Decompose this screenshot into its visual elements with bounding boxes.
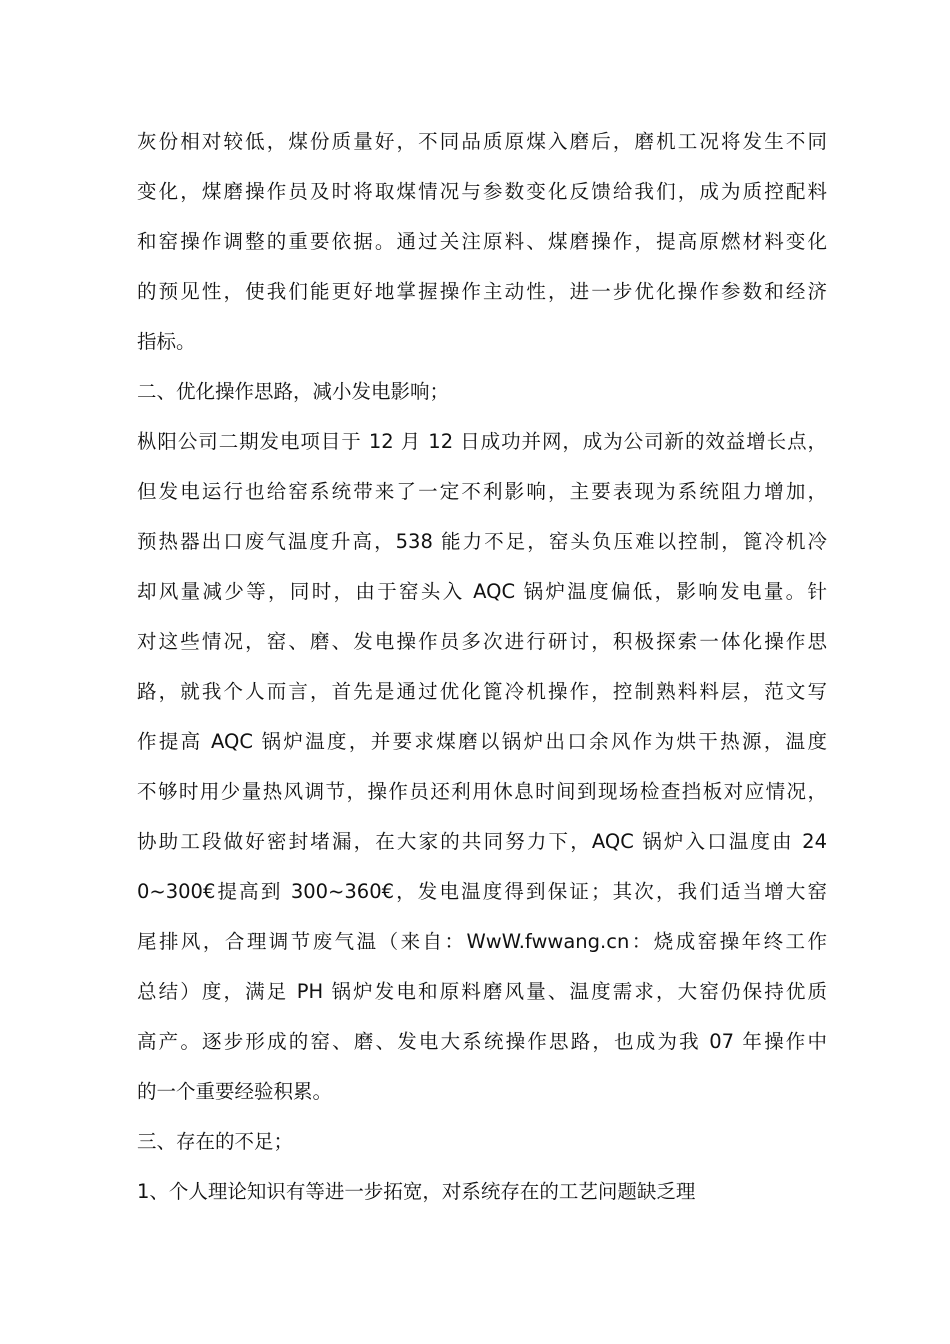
text-line: 0~300€提高到 300~360€，发电温度得到保证；其次，我们适当增大窑	[137, 880, 827, 903]
text-line: 的预见性，使我们能更好地掌握操作主动性，进一步优化操作参数和经济	[137, 280, 827, 303]
text-line: 却风量减少等，同时，由于窑头入 AQC 锅炉温度偏低，影响发电量。针	[137, 580, 827, 603]
text-line: 枞阳公司二期发电项目于 12 月 12 日成功并网，成为公司新的效益增长点，	[137, 430, 827, 453]
text-line: 路，就我个人而言，首先是通过优化篦冷机操作，控制熟料料层，范文写	[137, 680, 827, 703]
text-line: 作提高 AQC 锅炉温度，并要求煤磨以锅炉出口余风作为烘干热源，温度	[137, 730, 827, 753]
text-line: 总结）度，满足 PH 锅炉发电和原料磨风量、温度需求，大窑仍保持优质	[137, 980, 827, 1003]
text-line: 1、个人理论知识有等进一步拓宽，对系统存在的工艺问题缺乏理	[137, 1180, 696, 1203]
text-line: 尾排风，合理调节废气温（来自：WwW.fwwang.cn：烧成窑操年终工作	[137, 930, 827, 953]
text-line: 和窑操作调整的重要依据。通过关注原料、煤磨操作，提高原燃材料变化	[137, 230, 827, 253]
text-line: 不够时用少量热风调节，操作员还利用休息时间到现场检查挡板对应情况，	[137, 780, 827, 803]
document-body	[137, 117, 827, 1217]
text-line: 二、优化操作思路，减小发电影响；	[137, 380, 450, 403]
text-line: 变化，煤磨操作员及时将取煤情况与参数变化反馈给我们，成为质控配料	[137, 180, 827, 203]
text-line: 灰份相对较低，煤份质量好，不同品质原煤入磨后，磨机工况将发生不同	[137, 130, 827, 153]
text-line: 预热器出口废气温度升高，538 能力不足，窑头负压难以控制，篦冷机冷	[137, 530, 827, 553]
text-line: 协助工段做好密封堵漏，在大家的共同努力下，AQC 锅炉入口温度由 24	[137, 830, 827, 853]
text-line: 指标。	[137, 330, 196, 353]
text-line: 对这些情况，窑、磨、发电操作员多次进行研讨，积极探索一体化操作思	[137, 630, 827, 653]
text-line: 高产。逐步形成的窑、磨、发电大系统操作思路，也成为我 07 年操作中	[137, 1030, 827, 1053]
text-line: 的一个重要经验积累。	[137, 1080, 333, 1103]
text-line: 三、存在的不足；	[137, 1130, 294, 1153]
text-line: 但发电运行也给窑系统带来了一定不利影响，主要表现为系统阻力增加，	[137, 480, 827, 503]
